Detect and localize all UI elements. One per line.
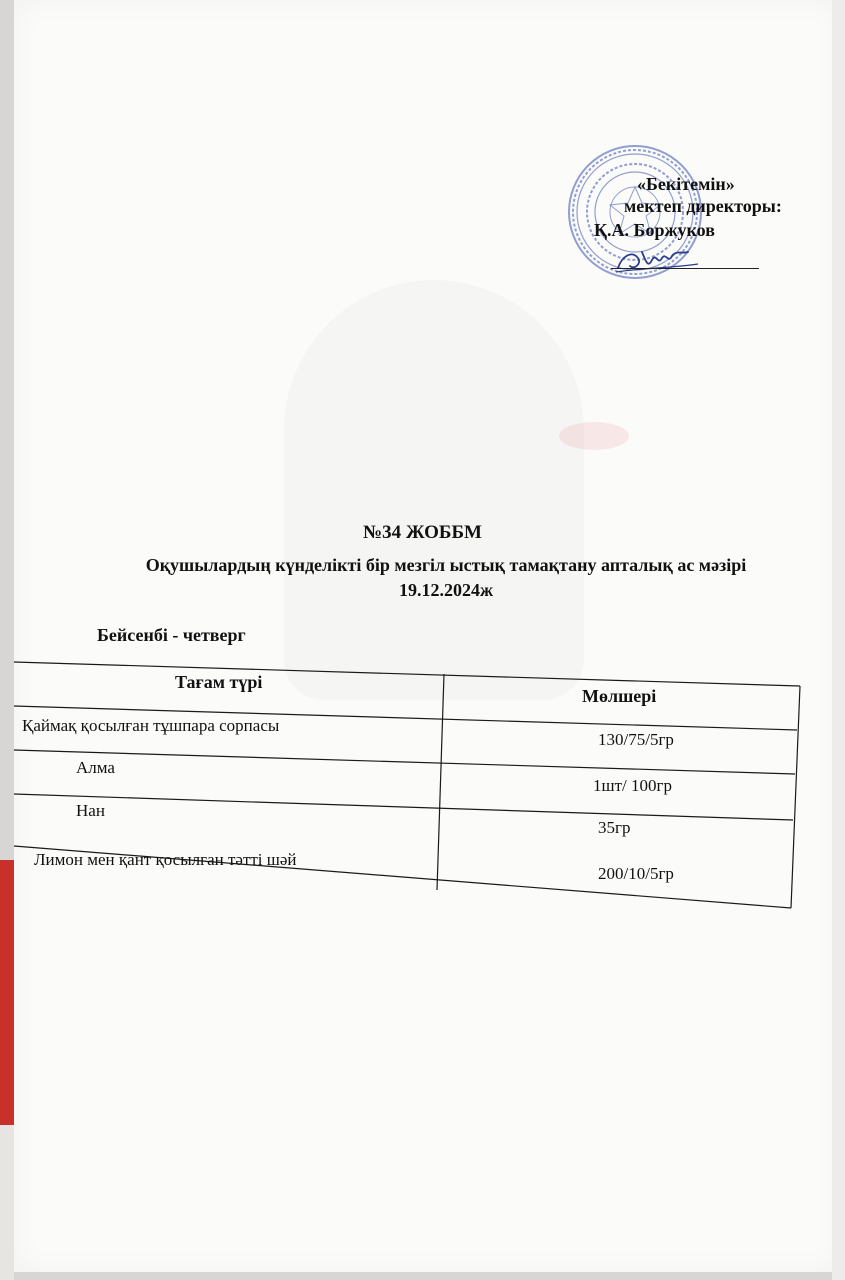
table-row-dish: Қаймақ қосылған тұшпара сорпасы	[22, 716, 280, 735]
table-row-dish: Алма	[76, 758, 115, 777]
table-row-dish: Лимон мен қант қосылған тәтті шәй	[34, 850, 297, 869]
table-row-amount: 1шт/ 100гр	[593, 776, 672, 795]
left-edge-strip	[0, 1125, 14, 1280]
director-signature-icon	[612, 238, 702, 278]
show-through-mark	[559, 422, 629, 450]
show-through-portrait	[284, 280, 584, 700]
right-edge	[832, 0, 845, 1280]
document-title: Оқушылардың күнделікті бір мезгіл ыстық тамақтану апталық ас мәзірі	[145, 555, 747, 575]
table-row-amount: 200/10/5гр	[598, 864, 674, 883]
column-header-amount: Мөлшері	[582, 686, 657, 706]
approval-director-name: Қ.А. Боржуков	[594, 220, 715, 240]
signature-line	[611, 268, 759, 269]
column-header-dish: Тағам түрі	[175, 672, 263, 692]
table-row-amount: 130/75/5гр	[598, 730, 674, 749]
approval-position: мектеп директоры:	[624, 196, 782, 216]
weekday-label: Бейсенбі - четверг	[97, 625, 246, 645]
document-date: 19.12.2024ж	[398, 580, 494, 600]
table-row-amount: 35гр	[598, 818, 631, 837]
menu-table	[0, 660, 845, 920]
table-row-dish: Нан	[76, 801, 105, 820]
school-name: №34 ЖОББМ	[363, 522, 482, 543]
approval-label: «Бекітемін»	[637, 174, 735, 194]
menu-table-grid	[0, 660, 845, 920]
